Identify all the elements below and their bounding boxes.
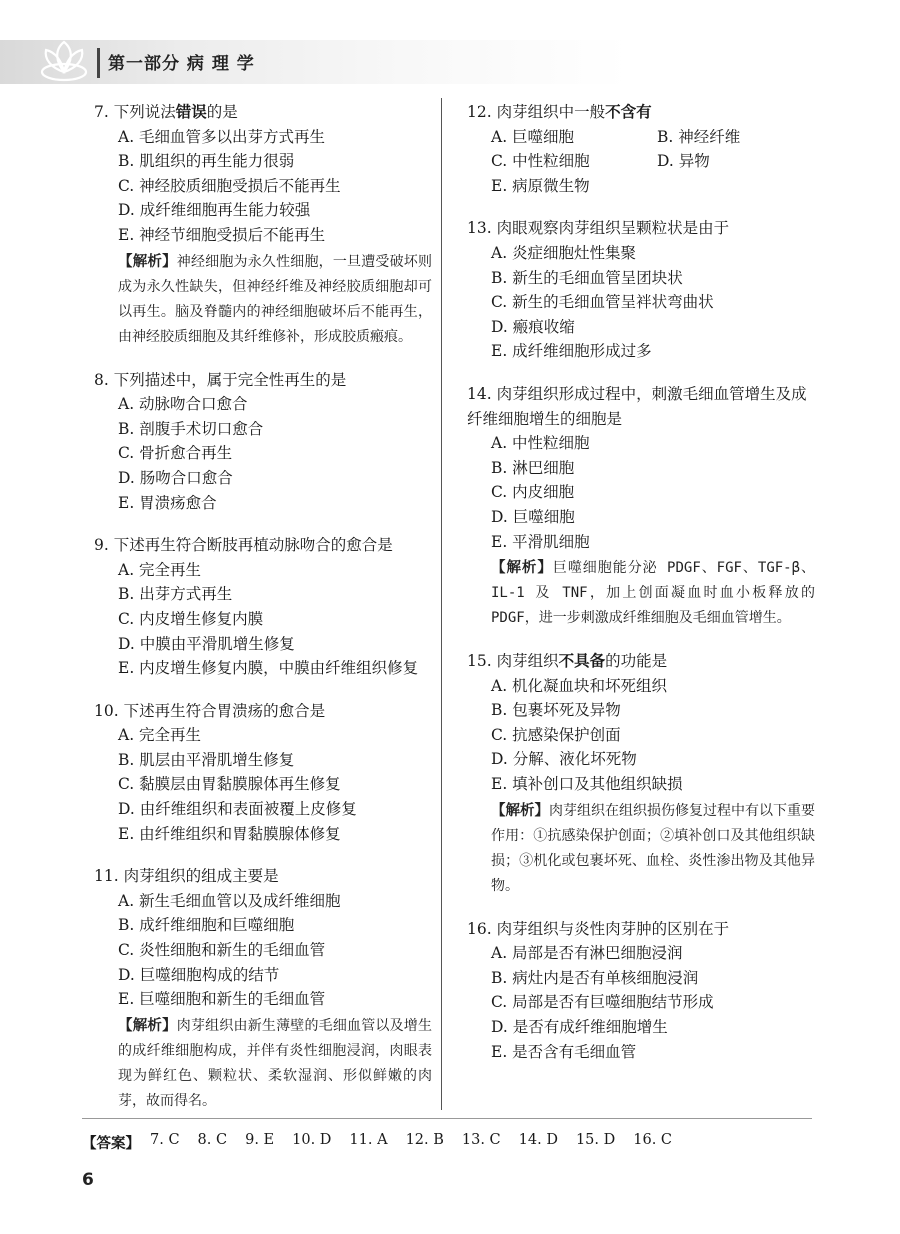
column-divider bbox=[441, 98, 442, 1110]
answer-key bbox=[82, 1132, 690, 1153]
answer-item: 13. C bbox=[461, 1132, 501, 1148]
explanation-text: 肉芽组织由新生薄壁的毛细血管以及增生的成纤维细胞构成，并伴有炎性细胞浸润，肉眼表现为鲜红色、颗粒状、柔软湿润、形似鲜嫩的肉芽，故而得名。 bbox=[118, 1017, 433, 1109]
question-10 bbox=[82, 699, 432, 847]
lotus-logo-icon bbox=[34, 32, 94, 92]
option: E. 巨噬细胞和新生的毛细血管 bbox=[118, 990, 326, 1009]
option: E. 由纤维组织和胃黏膜腺体修复 bbox=[118, 824, 341, 843]
option: C. 骨折愈合再生 bbox=[118, 444, 233, 463]
explanation-text: 肉芽组织在组织损伤修复过程中有以下重要作用：①抗感染保护创面；②填补创口及其他组织缺损；③机化或包裹坏死、血栓、炎性渗出物及其他异物。 bbox=[491, 802, 815, 894]
option: B. 肌组织的再生能力很弱 bbox=[118, 152, 295, 171]
question-16 bbox=[455, 917, 815, 1065]
question-15 bbox=[455, 649, 815, 899]
explanation bbox=[82, 250, 432, 350]
answer-rule bbox=[82, 1118, 812, 1119]
option: C. 内皮增生修复内膜 bbox=[118, 609, 264, 628]
explanation-tag: 【解析】 bbox=[491, 560, 553, 577]
option: D. 异物 bbox=[657, 152, 710, 171]
option: A. 毛细血管多以出芽方式再生 bbox=[118, 127, 326, 146]
option: E. 平滑肌细胞 bbox=[491, 532, 590, 551]
option: C. 内皮细胞 bbox=[491, 483, 575, 502]
option: A. 机化凝血块和坏死组织 bbox=[491, 676, 668, 695]
header-title: 第一部分 病 理 学 bbox=[108, 54, 255, 74]
option: A. 巨噬细胞 bbox=[491, 127, 575, 146]
option: A. 动脉吻合口愈合 bbox=[118, 395, 248, 414]
question-11 bbox=[82, 864, 432, 1114]
option: E. 是否含有毛细血管 bbox=[491, 1042, 637, 1061]
stem-emphasis: 错误 bbox=[175, 103, 207, 121]
question-stem: 8. 下列描述中，属于完全性再生的是 bbox=[94, 370, 347, 389]
option: D. 巨噬细胞 bbox=[491, 507, 575, 526]
option: D. 巨噬细胞构成的结节 bbox=[118, 965, 280, 984]
question-stem: 10. 下述再生符合胃溃疡的愈合是 bbox=[94, 701, 326, 720]
answer-item: 8. C bbox=[197, 1132, 228, 1148]
question-8 bbox=[82, 368, 432, 516]
answer-item: 11. A bbox=[349, 1132, 388, 1148]
stem-text: 15. 肉芽组织 bbox=[467, 652, 559, 671]
question-14 bbox=[455, 382, 815, 631]
question-9 bbox=[82, 533, 432, 681]
answer-item: 9. E bbox=[245, 1132, 275, 1148]
question-stem bbox=[455, 649, 815, 674]
stem-text: 7. 下列说法 bbox=[94, 103, 176, 121]
stem-text: 的功能是 bbox=[605, 652, 668, 671]
answer-item: 10. D bbox=[292, 1132, 332, 1148]
option: A. 完全再生 bbox=[118, 726, 202, 745]
option: A. 完全再生 bbox=[118, 560, 202, 579]
option: B. 出芽方式再生 bbox=[118, 585, 233, 604]
option: C. 炎性细胞和新生的毛细血管 bbox=[118, 941, 326, 960]
page-number: 6 bbox=[82, 1170, 94, 1190]
option: D. 成纤维细胞再生能力较强 bbox=[118, 201, 311, 220]
option: B. 新生的毛细血管呈团块状 bbox=[491, 268, 683, 287]
option: B. 成纤维细胞和巨噬细胞 bbox=[118, 916, 295, 935]
option: C. 新生的毛细血管呈袢状弯曲状 bbox=[491, 293, 714, 312]
explanation-tag: 【解析】 bbox=[491, 802, 549, 819]
explanation-text: 巨噬细胞能分泌 PDGF、FGF、TGF-β、IL-1 及 TNF，加上创面凝血时血小板释放的 PDGF，进一步刺激成纤维细胞及毛细血管增生。 bbox=[491, 560, 816, 627]
option: C. 抗感染保护创面 bbox=[491, 725, 621, 744]
option: E. 填补创口及其他组织缺损 bbox=[491, 775, 683, 794]
explanation-tag: 【解析】 bbox=[118, 253, 177, 270]
option: D. 由纤维组织和表面被覆上皮修复 bbox=[118, 800, 357, 819]
option: A. 中性粒细胞 bbox=[491, 434, 590, 453]
answer-item: 15. D bbox=[575, 1132, 616, 1148]
option: B. 肌层由平滑肌增生修复 bbox=[118, 750, 295, 769]
stem-emphasis: 不含有 bbox=[605, 103, 652, 121]
stem-emphasis: 不具备 bbox=[558, 652, 606, 671]
explanation bbox=[455, 556, 815, 631]
stem-text: 12. 肉芽组织中一般 bbox=[467, 103, 606, 121]
answer-item: 14. D bbox=[518, 1132, 558, 1148]
question-stem: 11. 肉芽组织的组成主要是 bbox=[94, 867, 279, 886]
option-row bbox=[455, 174, 815, 199]
option: D. 肠吻合口愈合 bbox=[118, 468, 233, 487]
right-column bbox=[455, 100, 815, 1082]
option: B. 包裹坏死及异物 bbox=[491, 701, 621, 720]
option: D. 分解、液化坏死物 bbox=[491, 750, 637, 769]
header-divider bbox=[97, 48, 100, 78]
option-row bbox=[455, 125, 815, 150]
explanation bbox=[455, 799, 815, 899]
option: E. 病原微生物 bbox=[491, 176, 590, 195]
option: E. 内皮增生修复内膜，中膜由纤维组织修复 bbox=[118, 659, 419, 678]
answer-label: 【答案】 bbox=[82, 1136, 140, 1152]
question-stem: 16. 肉芽组织与炎性肉芽肿的区别在于 bbox=[467, 919, 730, 938]
question-stem: 13. 肉眼观察肉芽组织呈颗粒状是由于 bbox=[467, 219, 730, 238]
option: B. 神经纤维 bbox=[657, 127, 741, 146]
option: B. 淋巴细胞 bbox=[491, 458, 575, 477]
option: A. 局部是否有淋巴细胞浸润 bbox=[491, 944, 683, 963]
option: D. 中膜由平滑肌增生修复 bbox=[118, 634, 295, 653]
option: E. 成纤维细胞形成过多 bbox=[491, 342, 652, 361]
option: C. 中性粒细胞 bbox=[491, 152, 590, 171]
question-stem bbox=[82, 100, 432, 125]
option: D. 是否有成纤维细胞增生 bbox=[491, 1018, 668, 1037]
option: C. 局部是否有巨噬细胞结节形成 bbox=[491, 993, 714, 1012]
answer-item: 12. B bbox=[405, 1132, 444, 1148]
answer-item: 16. C bbox=[633, 1132, 673, 1148]
answer-item: 7. C bbox=[150, 1132, 180, 1148]
question-7 bbox=[82, 100, 432, 350]
question-stem: 14. 肉芽组织形成过程中，刺激毛细血管增生及成纤维细胞增生的细胞是 bbox=[467, 384, 807, 428]
explanation-text: 神经细胞为永久性细胞，一旦遭受破坏则成为永久性缺失，但神经纤维及神经胶质细胞却可以再生。脑及脊髓内的神经细胞破坏后不能再生，由神经胶质细胞及其纤维修补，形成胶质瘢痕。 bbox=[118, 253, 433, 345]
page-header bbox=[0, 32, 900, 92]
option-row bbox=[455, 149, 815, 174]
question-13 bbox=[455, 216, 815, 364]
option: D. 瘢痕收缩 bbox=[491, 317, 575, 336]
explanation bbox=[82, 1014, 432, 1114]
option: C. 黏膜层由胃黏膜腺体再生修复 bbox=[118, 775, 341, 794]
option: A. 新生毛细血管以及成纤维细胞 bbox=[118, 891, 341, 910]
option: B. 病灶内是否有单核细胞浸润 bbox=[491, 968, 699, 987]
question-stem bbox=[455, 100, 815, 125]
stem-text: 的是 bbox=[206, 103, 238, 121]
option: A. 炎症细胞灶性集聚 bbox=[491, 243, 637, 262]
left-column bbox=[82, 100, 432, 1132]
option: E. 神经节细胞受损后不能再生 bbox=[118, 225, 326, 244]
option: E. 胃溃疡愈合 bbox=[118, 493, 217, 512]
question-stem: 9. 下述再生符合断肢再植动脉吻合的愈合是 bbox=[94, 536, 393, 555]
option: C. 神经胶质细胞受损后不能再生 bbox=[118, 176, 341, 195]
explanation-tag: 【解析】 bbox=[118, 1017, 177, 1034]
option: B. 剖腹手术切口愈合 bbox=[118, 419, 264, 438]
question-12 bbox=[455, 100, 815, 198]
